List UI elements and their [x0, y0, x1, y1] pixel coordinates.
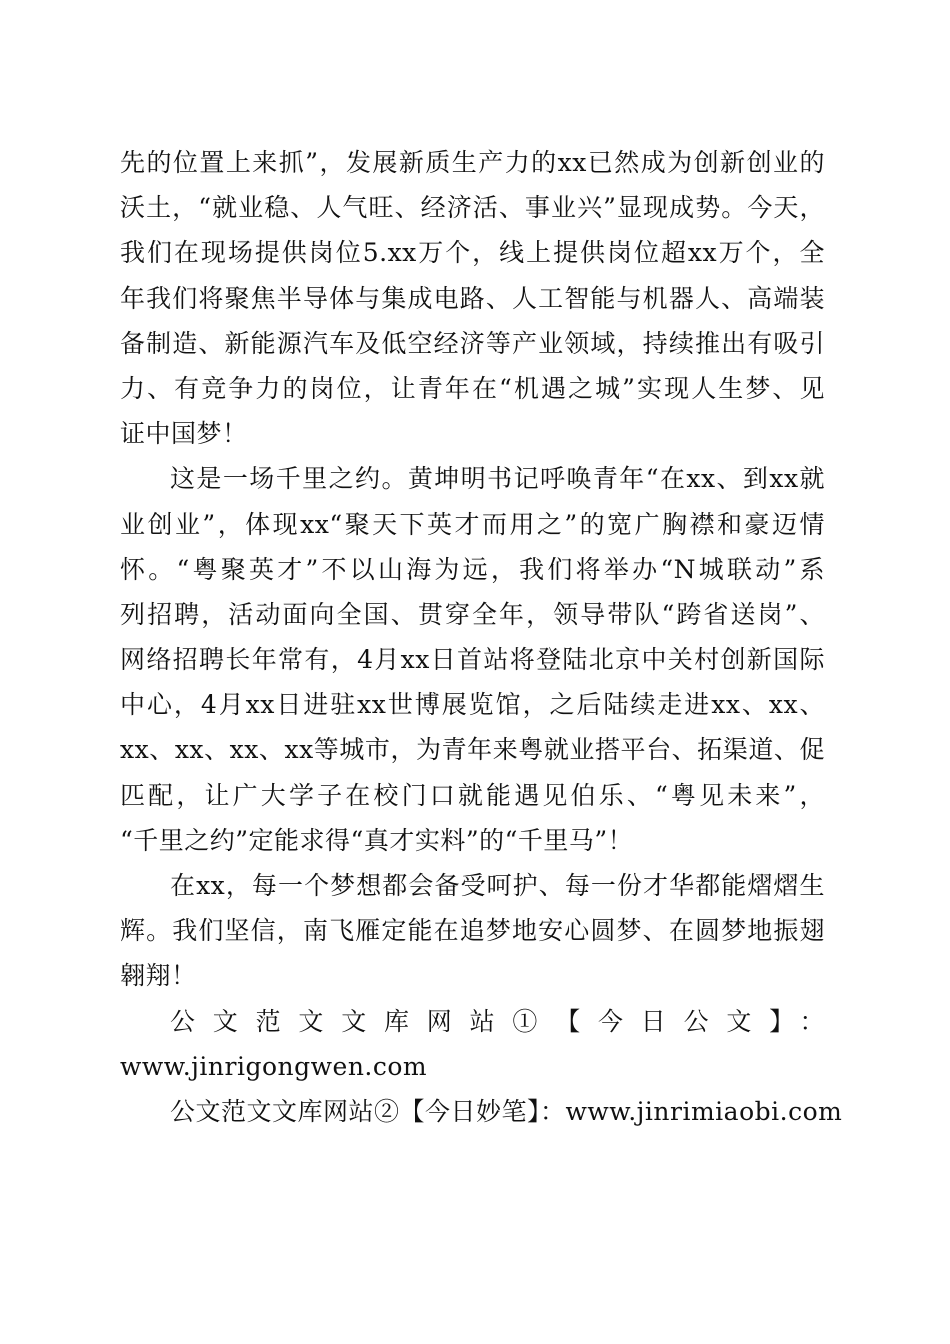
paragraph-2: [120, 456, 825, 863]
paragraph-1: [120, 140, 825, 456]
text-line: 证中国梦！: [120, 419, 248, 449]
text-line: 我们在现场提供岗位5.xx万个，线上提供岗位超xx万个，全: [120, 238, 825, 268]
text-line: 沃土，“就业稳、人气旺、经济活、事业兴”显现成势。今天，: [120, 193, 825, 223]
site1-url[interactable]: www.jinrigongwen.com: [120, 1051, 428, 1081]
text-line: 怀。“粤聚英才”不以山海为远，我们将举办“N城联动”系: [120, 554, 825, 584]
text-line: “千里之约”定能求得“真才实料”的“千里马”！: [120, 825, 634, 855]
text-line: 这是一场千里之约。黄坤明书记呼唤青年“在xx、到xx就: [170, 464, 825, 494]
footer-sites: [120, 999, 843, 1135]
text-line: 备制造、新能源汽车及低空经济等产业领域，持续推出有吸引: [120, 328, 825, 358]
document-page: [120, 140, 843, 1134]
text-line: 力、有竞争力的岗位，让青年在“机遇之城”实现人生梦、见: [120, 373, 825, 403]
text-line: 网络招聘长年常有，4月xx日首站将登陆北京中关村创新国际: [120, 645, 825, 675]
site2-text[interactable]: 公文范文文库网站②【今日妙笔】：www.jinrimiaobi.com: [170, 1096, 843, 1126]
text-line: 先的位置上来抓”，发展新质生产力的xx已然成为创新创业的: [120, 148, 825, 177]
site1-label: 公文范文文库网站①【今日公文】：: [170, 1006, 825, 1036]
text-line: xx、xx、xx、xx等城市，为青年来粤就业搭平台、拓渠道、促: [120, 735, 825, 765]
text-line: 匹配，让广大学子在校门口就能遇见伯乐、“粤见未来”，: [120, 780, 825, 810]
text-line: 业创业”，体现xx“聚天下英才而用之”的宽广胸襟和豪迈情: [120, 509, 825, 539]
text-line: 翱翔！: [120, 961, 197, 991]
text-line: 列招聘，活动面向全国、贯穿全年，领导带队“跨省送岗”、: [120, 599, 825, 629]
text-line: 辉。我们坚信，南飞雁定能在追梦地安心圆梦、在圆梦地振翅: [120, 916, 825, 946]
paragraph-3: [120, 863, 825, 999]
text-line: 在xx，每一个梦想都会备受呵护、每一份才华都能熠熠生: [170, 871, 825, 900]
text-line: 年我们将聚焦半导体与集成电路、人工智能与机器人、高端装: [120, 283, 825, 313]
text-line: 中心，4月xx日进驻xx世博展览馆，之后陆续走进xx、xx、: [120, 690, 825, 720]
